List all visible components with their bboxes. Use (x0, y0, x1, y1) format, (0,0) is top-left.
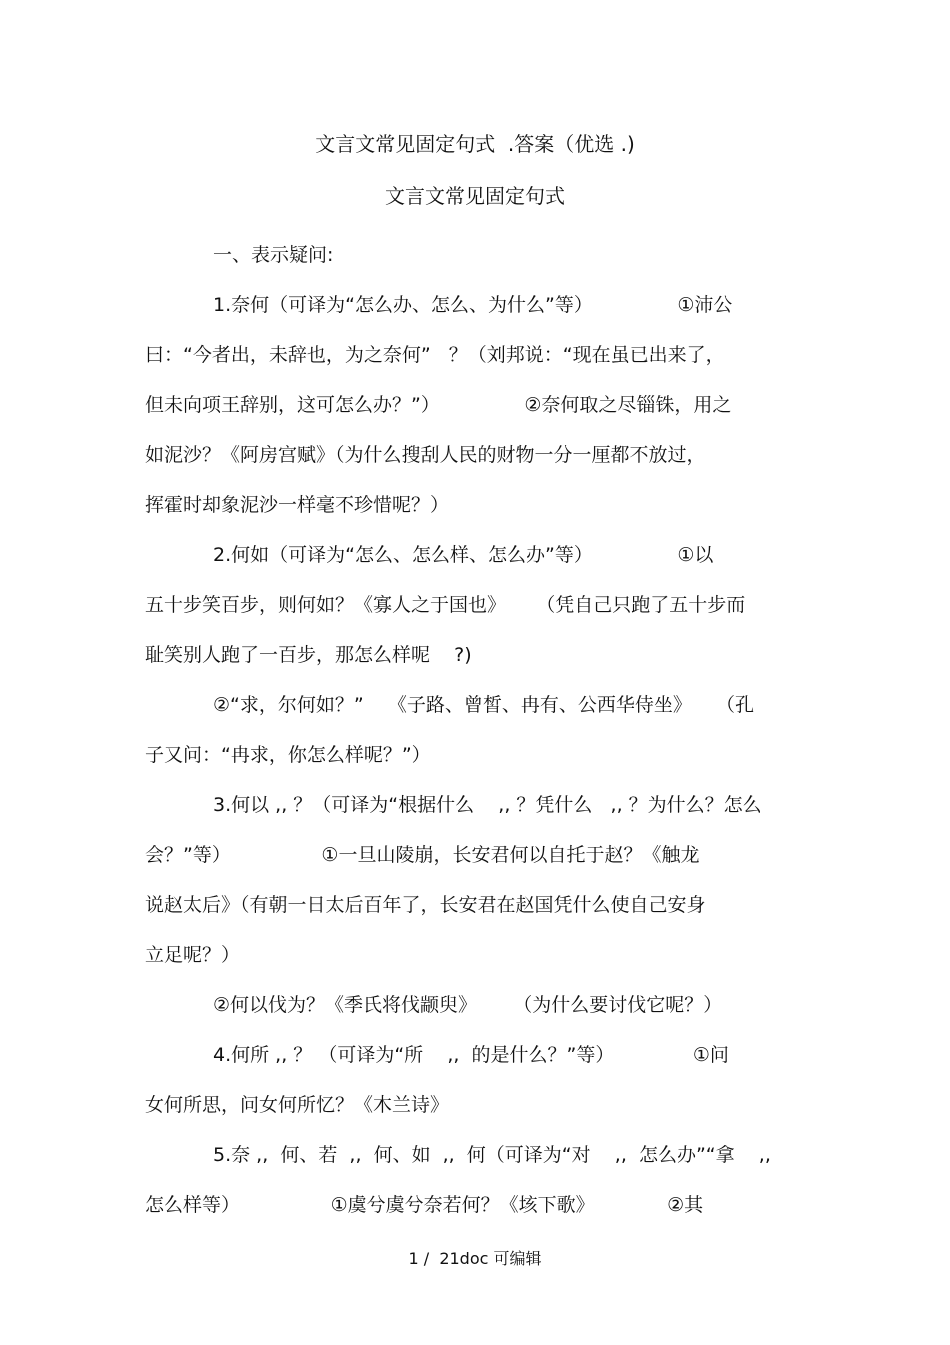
paragraph-line: 怎么样等） ①虞兮虞兮奈若何？《垓下歌》 ②其 (145, 1194, 704, 1216)
paragraph-line: 挥霍时却象泥沙一样毫不珍惜呢？） (145, 494, 450, 516)
paragraph-line: 说赵太后》（有朝一日太后百年了，长安君在赵国凭什么使自己安身 (145, 894, 706, 916)
page-number-current: 1 (408, 1249, 419, 1268)
page-number-total: 21doc (439, 1249, 489, 1268)
paragraph-line: 子又问：“冉求，你怎么样呢？”） (145, 744, 431, 766)
page-number-separator: / (418, 1249, 440, 1268)
paragraph-line: 五十步笑百步，则何如？《寡人之于国也》 （凭自己只跑了五十步而 (145, 594, 746, 616)
paragraph-line: ②“求，尔何如？” 《子路、曾皙、冉有、公西华侍坐》 （孔 (213, 694, 755, 716)
paragraph-line: 如泥沙？《阿房宫赋》（为什么搜刮人民的财物一分一厘都不放过， (145, 444, 706, 466)
paragraph-line: 耻笑别人跑了一百步，那怎么样呢 ?) (145, 644, 472, 666)
paragraph-line: 但未向项王辞别，这可怎么办？”） ②奈何取之尽锱铢，用之 (145, 394, 732, 416)
paragraph-line: 会？”等） ①一旦山陵崩，长安君何以自托于赵？《触龙 (145, 844, 700, 866)
paragraph-line: 立足呢？） (145, 944, 241, 966)
paragraph-line: 5.奈 ,, 何、若 ,, 何、如 ,, 何（可译为“对 ,, 怎么办”“拿 ,, (213, 1144, 771, 1166)
page-footer (0, 1246, 950, 1269)
paragraph-line: ②何以伐为？《季氏将伐颛臾》 （为什么要讨伐它呢？） (213, 994, 723, 1016)
document-body (145, 230, 835, 1230)
page-title: 文言文常见固定句式 .答案（优选 .) (315, 132, 635, 156)
paragraph-line: 一、表示疑问: (213, 244, 334, 266)
paragraph-line: 曰：“今者出，未辞也，为之奈何” ？（刘邦说：“现在虽已出来了， (145, 344, 725, 366)
paragraph-line: 4.何所 ,, ？ （可译为“所 ,, 的是什么？”等） ①问 (213, 1044, 729, 1066)
paragraph-line: 女何所思，问女何所忆？《木兰诗》 (145, 1094, 450, 1116)
page-subtitle: 文言文常见固定句式 (385, 184, 565, 208)
paragraph-line: 1.奈何（可译为“怎么办、怎么、为什么”等） ①沛公 (213, 294, 733, 316)
paragraph-line: 3.何以 ,, ？（可译为“根据什么 ,, ？凭什么 ,, ？为什么？怎么 (213, 794, 762, 816)
paragraph-line: 2.何如（可译为“怎么、怎么样、怎么办”等） ①以 (213, 544, 714, 566)
editable-label: 可编辑 (493, 1249, 542, 1268)
